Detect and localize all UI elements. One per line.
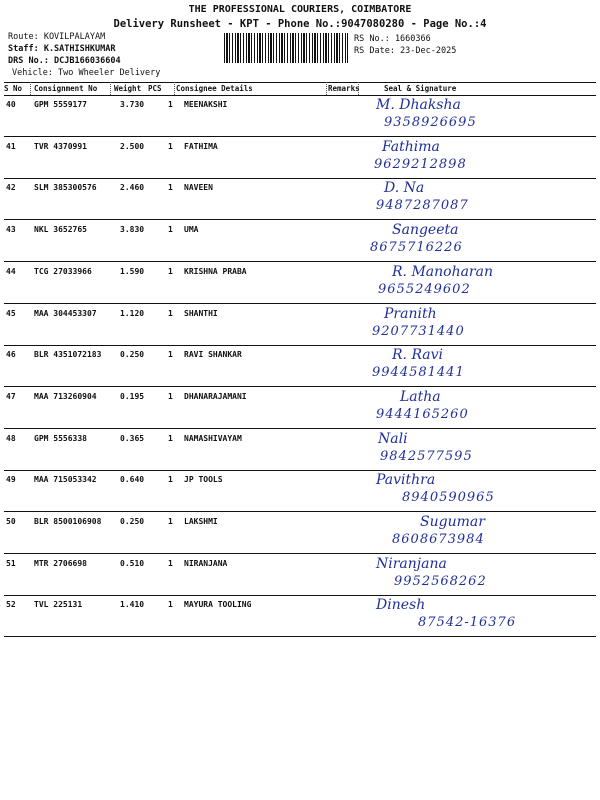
table-row (4, 178, 596, 220)
signature-name: Latha (400, 388, 441, 405)
row-weight: 2.500 (120, 141, 145, 151)
route-label: Route: KOVILPALAYAM (8, 32, 106, 42)
row-weight: 3.730 (120, 100, 145, 109)
row-consignment-no: BLR 8500106908 (34, 517, 102, 526)
row-consignment-no: TCG 27033966 (34, 266, 92, 276)
col-remarks: Remarks (328, 84, 360, 93)
row-pcs: 1 (168, 600, 173, 610)
row-weight: 0.510 (120, 558, 145, 568)
row-consignee: JP TOOLS (184, 475, 223, 485)
row-consignee: MAYURA TOOLING (184, 600, 252, 610)
col-weight: Weight (114, 84, 142, 93)
signature-phone: 9207731440 (372, 323, 465, 339)
signature-name: Fathima (382, 138, 440, 155)
signature-name: D. Na (384, 180, 425, 197)
row-consignment-no: MAA 713260904 (34, 391, 97, 401)
signature-phone: 9655249602 (378, 281, 471, 297)
row-weight: 0.250 (120, 350, 145, 360)
signature-phone: 9358926695 (384, 115, 477, 130)
table-row (4, 512, 596, 554)
table-row (4, 345, 596, 387)
signature-name: Niranjana (376, 555, 447, 572)
signature-name: Sangeeta (392, 222, 459, 239)
row-pcs: 1 (168, 183, 173, 193)
table-row (4, 554, 596, 596)
row-weight: 0.250 (120, 517, 145, 526)
signature-phone: 9487287087 (376, 198, 469, 214)
row-weight: 1.590 (120, 266, 145, 276)
row-consignment-no: MAA 715053342 (34, 475, 97, 485)
signature-phone: 9952568262 (394, 573, 487, 589)
runsheet-subtitle: Delivery Runsheet - KPT - Phone No.:9047080280 - Page No.:4 (113, 18, 487, 30)
row-weight: 1.410 (120, 600, 145, 610)
row-consignee: DHANARAJAMANI (184, 391, 247, 401)
row-consignee: LAKSHMI (184, 517, 218, 526)
row-weight: 2.460 (120, 183, 145, 193)
row-sno: 42 (6, 183, 16, 193)
rs-number: RS No.: 1660366 (354, 34, 431, 44)
row-sno: 51 (6, 558, 16, 568)
row-consignment-no: TVL 225131 (34, 600, 83, 610)
col-consignment: Consignment No (34, 84, 98, 93)
signature-phone: 8608673984 (392, 532, 485, 547)
row-weight: 1.120 (120, 308, 145, 318)
row-pcs: 1 (168, 391, 173, 401)
signature-phone: 8940590965 (402, 490, 495, 506)
row-pcs: 1 (168, 475, 173, 485)
signature-name: Pavithra (376, 472, 436, 489)
row-pcs: 1 (168, 225, 173, 235)
row-sno: 44 (6, 266, 16, 276)
row-pcs: 1 (168, 141, 173, 151)
row-pcs: 1 (168, 266, 173, 276)
row-consignment-no: TVR 4370991 (34, 141, 87, 151)
signature-phone: 9629212898 (374, 156, 467, 172)
signature-phone: 8675716226 (370, 240, 463, 256)
row-consignment-no: GPM 5556338 (34, 433, 87, 443)
row-sno: 45 (6, 308, 16, 318)
row-sno: 43 (6, 225, 16, 235)
signature-name: R. Manoharan (392, 263, 493, 280)
row-pcs: 1 (168, 350, 173, 360)
table-row (4, 262, 596, 304)
row-consignment-no: MAA 304453307 (34, 308, 97, 318)
row-sno: 52 (6, 600, 16, 610)
row-pcs: 1 (168, 100, 173, 109)
row-weight: 0.365 (120, 433, 145, 443)
col-signature: Seal & Signature (384, 84, 457, 93)
row-sno: 48 (6, 433, 16, 443)
row-consignee: FATHIMA (184, 141, 218, 151)
vehicle-label: Vehicle: Two Wheeler Delivery (12, 68, 161, 78)
row-consignee: NIRANJANA (184, 558, 228, 568)
col-consignee: Consignee Details (176, 84, 253, 93)
row-pcs: 1 (168, 308, 173, 318)
row-pcs: 1 (168, 558, 173, 568)
table-row (4, 470, 596, 512)
row-consignee: KRISHNA PRABA (184, 266, 247, 276)
table-row (4, 137, 596, 179)
row-consignment-no: MTR 2706698 (34, 558, 87, 568)
signature-phone: 9842577595 (380, 448, 473, 464)
row-sno: 46 (6, 350, 16, 360)
row-pcs: 1 (168, 433, 173, 443)
col-sno: S No (4, 84, 23, 93)
row-pcs: 1 (168, 517, 173, 526)
row-sno: 41 (6, 141, 16, 151)
row-weight: 0.640 (120, 475, 145, 485)
row-consignee: UMA (184, 225, 199, 235)
table-row (4, 220, 596, 262)
row-sno: 50 (6, 517, 16, 526)
row-consignment-no: GPM 5559177 (34, 100, 87, 109)
row-consignee: MEENAKSHI (184, 100, 228, 109)
col-pcs: PCS (148, 84, 162, 93)
table-row (4, 95, 596, 137)
row-consignee: RAVI SHANKAR (184, 350, 242, 360)
signature-name: Pranith (384, 305, 437, 322)
row-consignee: SHANTHI (184, 308, 218, 318)
signature-phone: 9444165260 (376, 406, 469, 422)
row-consignment-no: NKL 3652765 (34, 225, 87, 235)
table-row (4, 429, 596, 471)
signature-name: Nali (378, 430, 408, 447)
row-sno: 47 (6, 391, 16, 401)
row-consignee: NAVEEN (184, 183, 213, 193)
table-row (4, 387, 596, 429)
rs-date: RS Date: 23-Dec-2025 (354, 46, 457, 56)
signature-name: R. Ravi (392, 347, 444, 364)
row-sno: 40 (6, 100, 16, 109)
row-consignment-no: BLR 4351072183 (34, 350, 102, 360)
signature-name: Sugumar (420, 514, 485, 530)
row-weight: 0.195 (120, 391, 145, 401)
row-consignee: NAMASHIVAYAM (184, 433, 242, 443)
signature-phone: 9944581441 (372, 365, 465, 381)
drs-number: DRS No.: DCJB166036604 (8, 56, 121, 66)
barcode (224, 33, 348, 63)
table-row (4, 304, 596, 346)
row-sno: 49 (6, 475, 16, 485)
row-weight: 3.830 (120, 225, 145, 235)
row-consignment-no: SLM 385300576 (34, 183, 97, 193)
staff-label: Staff: K.SATHISHKUMAR (8, 44, 116, 54)
company-title: THE PROFESSIONAL COURIERS, COIMBATORE (188, 4, 412, 15)
table-header (4, 82, 596, 96)
signature-phone: 87542-16376 (418, 615, 517, 631)
signature-name: Dinesh (376, 597, 426, 614)
signature-name: M. Dhaksha (376, 97, 461, 113)
